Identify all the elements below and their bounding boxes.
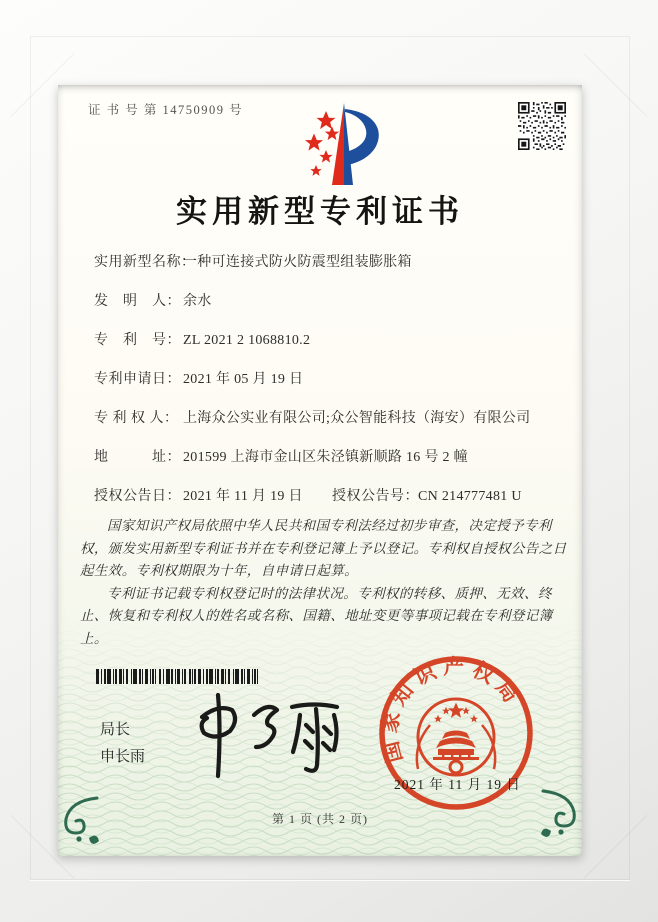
fields-section bbox=[94, 251, 572, 524]
signature-icon bbox=[188, 689, 358, 781]
field-row-patent-number bbox=[94, 329, 572, 353]
field-label: 授权公告号： bbox=[332, 489, 419, 504]
barcode-icon bbox=[96, 669, 259, 684]
field-value: CN 214777481 U bbox=[418, 489, 522, 504]
field-label: 实用新型名称： bbox=[94, 255, 196, 270]
field-row-grant-date-and-number bbox=[94, 485, 572, 509]
cnipa-logo-icon bbox=[282, 101, 404, 187]
seal-text: 国家知识产权局 bbox=[376, 654, 527, 766]
legal-paragraph-1: 国家知识产权局依照中华人民共和国专利法经过初步审查，决定授予专利权，颁发实用新型专利证书并在专利登记簿上予以登记。专利权自授权公告之日起生效。专利权期限为十年，自申请日起算。 bbox=[80, 518, 567, 578]
legal-text bbox=[80, 515, 568, 650]
field-label: 专 利 号： bbox=[94, 333, 181, 348]
director-title: 局长 bbox=[100, 721, 131, 738]
field-value: 201599 上海市金山区朱泾镇新顺路 16 号 2 幢 bbox=[183, 450, 468, 465]
qr-code-icon bbox=[518, 102, 566, 150]
field-label: 专 利 权 人： bbox=[94, 411, 179, 426]
legal-paragraph-2: 专利证书记载专利权登记时的法律状况。专利权的转移、质押、无效、终止、恢复和专利权人的姓名或名称、国籍、地址变更等事项记载在专利登记簿上。 bbox=[80, 585, 553, 646]
field-value: ZL 2021 2 1068810.2 bbox=[183, 333, 311, 348]
field-label: 地 址： bbox=[94, 450, 181, 465]
field-row-filing-date bbox=[94, 368, 572, 392]
field-value: 上海众公实业有限公司;众公智能科技（海安）有限公司 bbox=[183, 411, 531, 426]
certificate-title: 实用新型专利证书 bbox=[176, 194, 464, 229]
field-row-utility-model-name bbox=[94, 251, 572, 275]
field-row-address bbox=[94, 446, 572, 470]
field-value: 2021 年 05 月 19 日 bbox=[183, 372, 304, 387]
certificate-number: 证 书 号 第 14750909 号 bbox=[88, 103, 244, 117]
field-row-patentee bbox=[94, 407, 572, 431]
field-value: 余水 bbox=[183, 294, 212, 309]
field-label: 发 明 人： bbox=[94, 294, 181, 309]
field-value: 一种可连接式防火防震型组装膨胀箱 bbox=[183, 255, 412, 270]
patent-certificate-photo bbox=[58, 85, 582, 856]
field-label: 专利申请日： bbox=[94, 372, 181, 387]
page-indicator: 第 1 页 (共 2 页) bbox=[272, 812, 368, 826]
director-name: 申长雨 bbox=[100, 748, 146, 765]
field-label: 授权公告日： bbox=[94, 489, 181, 504]
field-value: 2021 年 11 月 19 日 bbox=[183, 489, 303, 504]
seal-date: 2021 年 11 月 19 日 bbox=[394, 777, 521, 792]
field-row-inventor bbox=[94, 290, 572, 314]
